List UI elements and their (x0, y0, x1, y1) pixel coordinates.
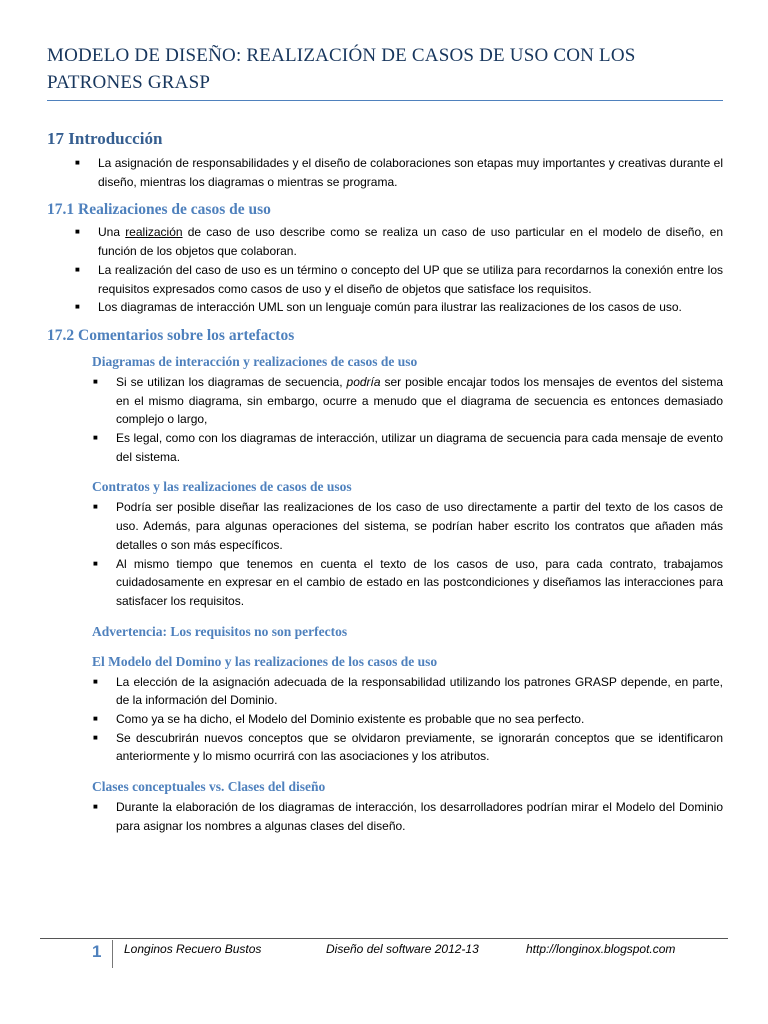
bullet-icon: ■ (75, 158, 80, 167)
list-item: ■ La realización del caso de uso es un término o concepto del UP que se utiliza para recordarnos la conexión entre los requisitos expresados como casos de uso y el diseño de objetos que satisface los requisitos. (75, 262, 723, 296)
heading-realizaciones: 17.1 Realizaciones de casos de uso (47, 201, 271, 219)
list-item: ■ Al mismo tiempo que tenemos en cuenta el texto de los casos de uso, para cada contrato, trabajamos cuidadosamente en expresar en el cambio de estado en las postcondiciones y diseñamos las interacciones para satisfacer los requisitos. (93, 556, 723, 608)
clases-list (92, 798, 723, 835)
list-item: ■ Podría ser posible diseñar las realizaciones de los caso de uso directamente a partir del texto de los casos de uso. Además, para algunas operaciones del sistema, se podrían haber escrito los contratos que añaden más detalles o son más específicos. (93, 500, 723, 552)
bullet-icon: ■ (75, 227, 80, 237)
subheading-modelo-dominio: El Modelo del Domino y las realizaciones de los casos de uso (92, 653, 438, 669)
list-item: ■ Se descubrirán nuevos conceptos que se olvidaron previamente, se ignorarán conceptos que se identificaron anteriormente y lo mismo ocurrirá con las asociaciones y los atributos. (93, 730, 723, 764)
footer-separator (112, 940, 113, 968)
intro-list (74, 154, 723, 191)
list-item: ■ Como ya se ha dicho, el Modelo del Dominio existente es probable que no sea perfecto. (92, 710, 723, 729)
bullet-icon: ■ (93, 676, 98, 686)
bullet-icon: ■ (93, 433, 98, 443)
modelo-dominio-list (92, 673, 723, 767)
bullet-icon: ■ (75, 302, 80, 312)
bullet-icon: ■ (93, 714, 98, 724)
footer-author: Longinos Recuero Bustos (124, 942, 262, 956)
list-item: ■ La asignación de responsabilidades y el diseño de colaboraciones son etapas muy importantes y creativas durante el diseño, mientras los diagramas o mientras se programa. (75, 156, 723, 189)
bullet-icon: ■ (93, 376, 98, 386)
contratos-list (92, 498, 723, 610)
page-number: 1 (92, 942, 102, 961)
diagramas-list (92, 373, 723, 467)
footer-course: Diseño del software 2012-13 (326, 942, 479, 956)
page-title: MODELO DE DISEÑO: REALIZACIÓN DE CASOS DE USO CON LOS PATRONES GRASP (47, 45, 636, 93)
list-item: ■ Durante la elaboración de los diagramas de interacción, los desarrolladores podrían mirar el Modelo del Dominio para asignar los nombres a algunas clases del diseño. (93, 800, 723, 833)
title-divider (47, 100, 723, 101)
document-body (47, 128, 723, 836)
list-item: ■ Es legal, como con los diagramas de interacción, utilizar un diagrama de secuencia para cada mensaje de evento del sistema. (93, 431, 723, 464)
footer-divider (40, 938, 728, 939)
bullet-icon: ■ (93, 502, 98, 512)
list-item: ■ Si se utilizan los diagramas de secuencia, podría ser posible encajar todos los mensajes de eventos del sistema en el mismo diagrama, sin embargo, ocurre a menudo que el diagrama de secuencia es entonces demasiado complejo o largo, (93, 374, 723, 427)
underlined-term: realización (125, 225, 183, 240)
italic-term: podría (346, 374, 381, 389)
list-item: ■ La elección de la asignación adecuada de la responsabilidad utilizando los patrones GRASP depende, en parte, de la información del Dominio. (93, 674, 723, 708)
footer-url[interactable]: http://longinox.blogspot.com (526, 942, 676, 956)
list-item: ■ Los diagramas de interacción UML son un lenguaje común para ilustrar las realizaciones de los casos de uso. (74, 298, 723, 317)
page-footer (40, 940, 728, 970)
heading-comentarios: 17.2 Comentarios sobre los artefactos (47, 326, 295, 344)
list-item: ■ Una realización de caso de uso describe como se realiza un caso de uso particular en el modelo de diseño, en función de los objetos que colaboran. (75, 225, 723, 259)
heading-introduccion: 17 Introducción (47, 129, 163, 148)
bullet-icon: ■ (75, 264, 80, 274)
subheading-contratos: Contratos y las realizaciones de casos de usos (92, 479, 352, 495)
bullet-icon: ■ (93, 558, 98, 568)
subheading-advertencia: Advertencia: Los requisitos no son perfectos (92, 623, 348, 639)
realizaciones-list (74, 223, 723, 317)
subheading-clases: Clases conceptuales vs. Clases del diseño (92, 779, 326, 795)
bullet-icon: ■ (93, 802, 98, 812)
subheading-diagramas: Diagramas de interacción y realizaciones de casos de uso (92, 353, 418, 369)
bullet-icon: ■ (93, 732, 98, 742)
